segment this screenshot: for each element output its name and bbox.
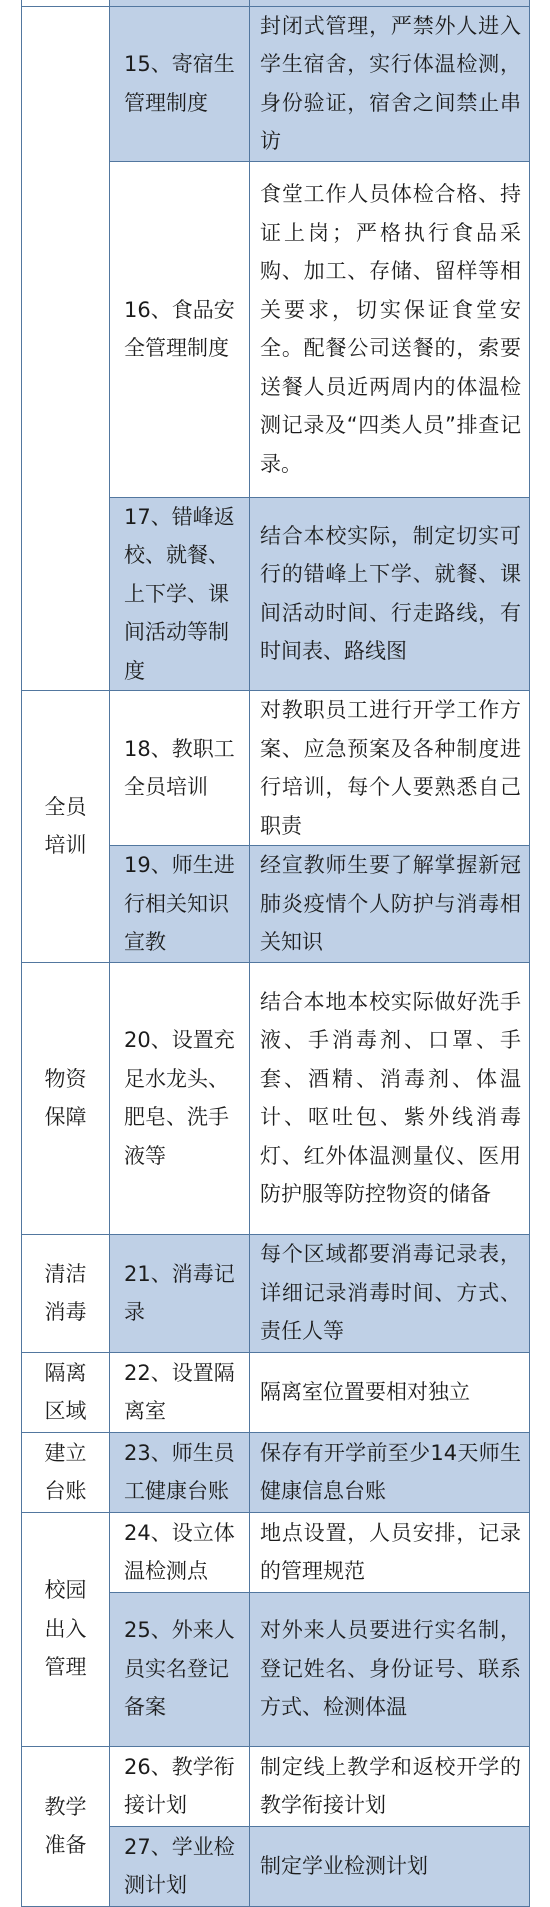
desc-cell: 制定学业检测计划 — [250, 1826, 530, 1906]
item-cell: 21、消毒记录 — [110, 1234, 250, 1352]
item-cell: 15、寄宿生管理制度 — [110, 6, 250, 161]
desc-cell: 食堂工作人员体检合格、持证上岗；严格执行食品采购、加工、存储、留样等相关要求，切实保证食堂安全。配餐公司送餐的，索要送餐人员近两周内的体温检测记录及“四类人员”排查记录。 — [250, 161, 530, 497]
table-row — [22, 1746, 530, 1826]
table-row — [22, 1352, 530, 1432]
item-cell: 22、设置隔离室 — [110, 1352, 250, 1432]
desc-cell: 每个区域都要消毒记录表，详细记录消毒时间、方式、责任人等 — [250, 1234, 530, 1352]
category-cell: 清洁消毒 — [22, 1234, 110, 1352]
category-cell: 物资保障 — [22, 962, 110, 1234]
category-cell: 建立台账 — [22, 1432, 110, 1512]
desc-cell: 封闭式管理，严禁外人进入学生宿舍，实行体温检测，身份验证，宿舍之间禁止串访 — [250, 6, 530, 161]
epidemic-prevention-table — [21, 0, 530, 1907]
desc-cell: 保存有开学前至少14天师生健康信息台账 — [250, 1432, 530, 1512]
category-cell: 隔离区域 — [22, 1352, 110, 1432]
desc-cell: 制定线上教学和返校开学的教学衔接计划 — [250, 1746, 530, 1826]
item-cell: 23、师生员工健康台账 — [110, 1432, 250, 1512]
table-row — [22, 6, 530, 161]
item-cell: 26、教学衔接计划 — [110, 1746, 250, 1826]
category-cell-continued — [22, 6, 110, 691]
item-cell: 16、食品安全管理制度 — [110, 161, 250, 497]
desc-cell: 结合本地本校实际做好洗手液、手消毒剂、口罩、手套、酒精、消毒剂、体温计、呕吐包、紫外线消毒灯、红外体温测量仪、医用防护服等防控物资的储备 — [250, 962, 530, 1234]
table-row — [22, 1234, 530, 1352]
desc-cell: 地点设置，人员安排，记录的管理规范 — [250, 1512, 530, 1592]
table-row — [22, 691, 530, 846]
item-cell: 17、错峰返校、就餐、上下学、课间活动等制度 — [110, 497, 250, 691]
category-cell: 全员培训 — [22, 691, 110, 963]
item-cell: 27、学业检测计划 — [110, 1826, 250, 1906]
item-cell: 20、设置充足水龙头、肥皂、洗手液等 — [110, 962, 250, 1234]
desc-cell: 隔离室位置要相对独立 — [250, 1352, 530, 1432]
table-row — [22, 1512, 530, 1592]
desc-cell: 结合本校实际，制定切实可行的错峰上下学、就餐、课间活动时间、行走路线，有时间表、路线图 — [250, 497, 530, 691]
desc-cell: 经宣教师生要了解掌握新冠肺炎疫情个人防护与消毒相关知识 — [250, 846, 530, 963]
category-cell: 教学准备 — [22, 1746, 110, 1906]
category-cell: 校园出入管理 — [22, 1512, 110, 1746]
item-cell: 19、师生进行相关知识宣教 — [110, 846, 250, 963]
item-cell: 24、设立体温检测点 — [110, 1512, 250, 1592]
item-cell: 18、教职工全员培训 — [110, 691, 250, 846]
desc-cell: 对外来人员要进行实名制，登记姓名、身份证号、联系方式、检测体温 — [250, 1592, 530, 1746]
table-row — [22, 1432, 530, 1512]
desc-cell: 对教职员工进行开学工作方案、应急预案及各种制度进行培训，每个人要熟悉自己职责 — [250, 691, 530, 846]
table-row — [22, 962, 530, 1234]
item-cell: 25、外来人员实名登记备案 — [110, 1592, 250, 1746]
